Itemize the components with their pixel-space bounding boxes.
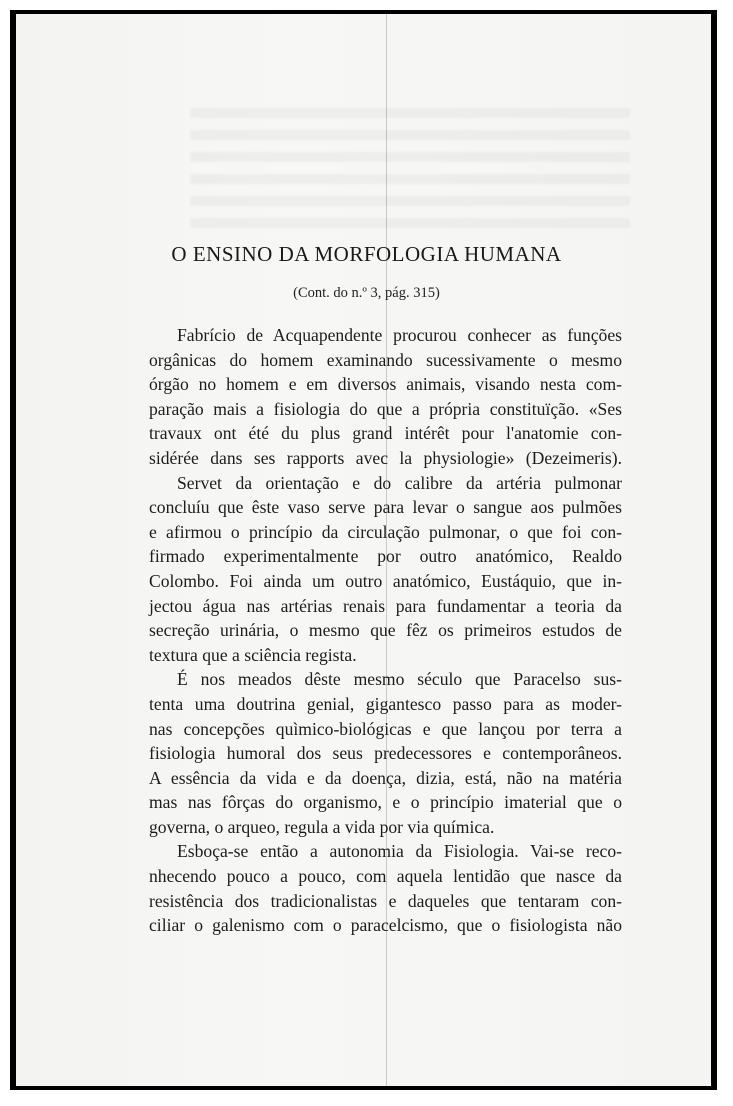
text-line: órgão no homem e em diversos animais, visando nesta com-: [149, 374, 622, 395]
text-line: É nos meados dêste mesmo século que Paracelso sus-: [177, 669, 622, 690]
text-line: resistência dos tradicionalistas e daqueles que tentaram con-: [149, 890, 622, 911]
text-line: A essência da vida e da doença, dizia, está, não na matéria: [149, 767, 622, 788]
text-line: fisiologia humoral dos seus predecessores e contemporâneos.: [149, 743, 622, 764]
article-body: [149, 323, 622, 938]
text-line: textura que a sciência regista.: [149, 644, 357, 665]
text-line: nhecendo pouco a pouco, com aquela lentidão que nasce da: [149, 866, 622, 887]
text-line: e afirmou o princípio da circulação pulmonar, o que foi con-: [149, 521, 622, 542]
text-line: orgânicas do homem examinando sucessivamente o mesmo: [149, 349, 622, 370]
text-line: governa, o arqueo, regula a vida por via química.: [149, 816, 495, 837]
text-line: Esboça-se então a autonomia da Fisiologia. Vai-se reco-: [177, 841, 622, 862]
article-title: O ENSINO DA MORFOLOGIA HUMANA: [171, 242, 562, 266]
text-line: mas nas fôrças do organismo, e o princípio imaterial que o: [149, 792, 622, 813]
text-line: travaux ont été du plus grand intérêt pour l'anatomie con-: [149, 423, 622, 444]
text-line: tenta uma doutrina genial, gigantesco passo para as moder-: [149, 693, 622, 714]
text-line: secreção urinária, o mesmo que fêz os primeiros estudos de: [149, 620, 622, 641]
text-line: nas concepções quìmico-biológicas e que lançou por terra a: [149, 718, 622, 739]
text-line: concluíu que êste vaso serve para levar o sangue aos pulmões: [149, 497, 622, 518]
text-line: firmado experimentalmente por outro anatómico, Realdo: [149, 546, 622, 567]
text-line: sidérée dans ses rapports avec la physiologie» (Dezeimeris).: [149, 447, 622, 468]
text-line: Servet da orientação e do calibre da artéria pulmonar: [177, 472, 622, 493]
text-line: ciliar o galenismo com o paracelcismo, que o fisiologista não: [149, 915, 622, 936]
article-subtitle: (Cont. do n.º 3, pág. 315): [293, 285, 440, 301]
text-line: Fabrício de Acquapendente procurou conhecer as funções: [177, 325, 622, 345]
show-through-text: [190, 108, 630, 238]
text-line: jectou água nas artérias renais para fundamentar a teoria da: [149, 595, 622, 616]
text-line: paração mais a fisiologia do que a própria constituïção. «Ses: [149, 398, 622, 419]
text-line: Colombo. Foi ainda um outro anatómico, Eustáquio, que in-: [149, 570, 622, 591]
